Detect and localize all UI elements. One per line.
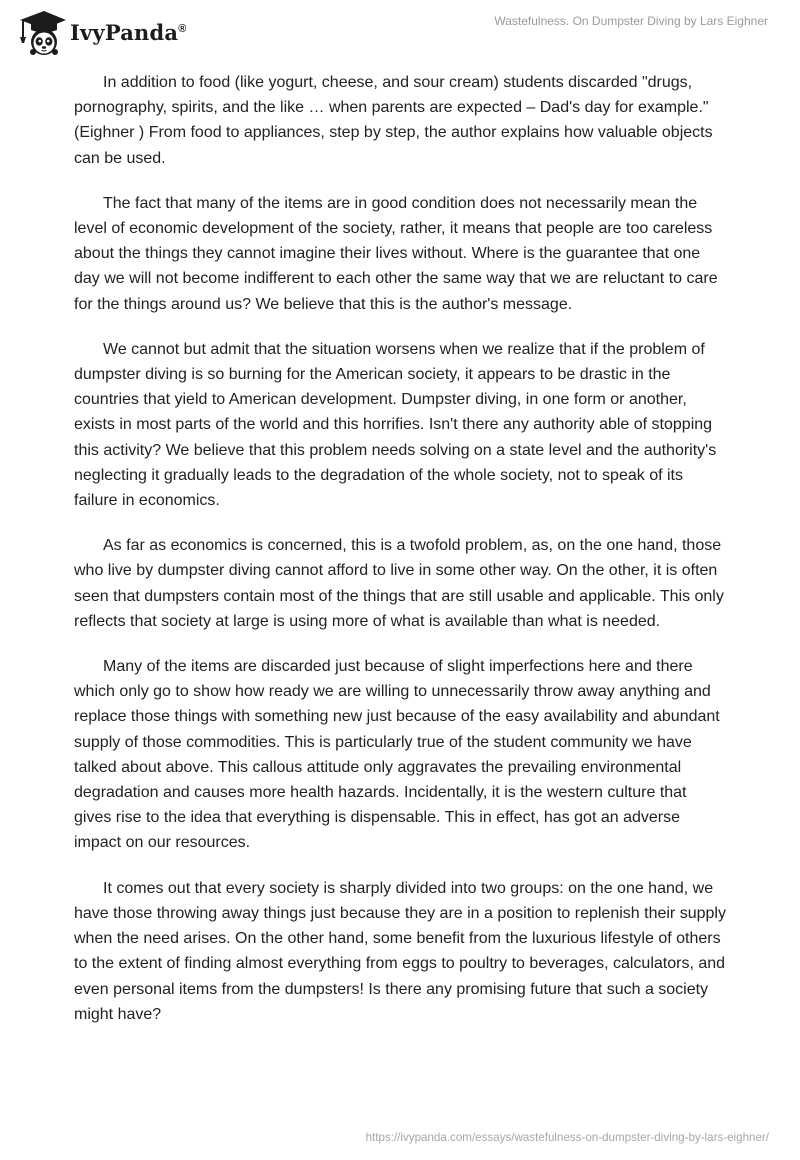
paragraph: As far as economics is concerned, this is a twofold problem, as, on the one hand, those who live by dumpster diving cannot afford to live in some other way. On the other, it is often seen that dumpsters contain most of the things that are still usable and applicable. This only reflects that society at large is using more of what is available than what is needed. — [74, 537, 724, 630]
ivypanda-logo[interactable] — [14, 8, 187, 56]
paragraph: The fact that many of the items are in good condition does not necessarily mean the level of economic development of the society, rather, it means that people are too careless about the things they cannot imagine their lives without. Where is the guarantee that one day we will not become indifferent to each other the same way that we are reluctant to care for the things around us? We believe that this is the author's message. — [74, 194, 718, 313]
brand-name — [70, 20, 187, 45]
panda-graduation-cap-icon — [14, 8, 66, 56]
brand-name-text: IvyPanda — [70, 19, 179, 45]
paragraph: We cannot but admit that the situation worsens when we realize that if the problem of dumpster diving is so burning for the American society, it appears to be drastic in the countries that yield to American development. Dumpster diving, in one form or another, exists in most parts of the world and this horrifies. Isn't there any authority able of stopping this activity? We believe that this problem needs solving on a state level and the authority's neglecting it gradually leads to the degradation of the whole society, not to speak of its failure in economics. — [74, 340, 717, 510]
page-header — [0, 0, 800, 60]
paragraph: It comes out that every society is sharply divided into two groups: on the one hand, we have those throwing away things just because they are in a position to replenish their supply when the need arises. On the other hand, some benefit from the luxurious lifestyle of others to the extent of finding almost everything from eggs to poultry to beverages, calculators, and even personal items from the dumpsters! Is there any promising future that such a society might have? — [74, 879, 726, 1023]
registered-mark: ® — [178, 22, 187, 35]
essay-body — [74, 70, 726, 1047]
paragraph: In addition to food (like yogurt, cheese, and sour cream) students discarded "drugs, pornography, spirits, and the like … when parents are expected – Dad's day for example." (Eighner ) From food to appliances, step by step, the author explains how valuable objects can be used. — [74, 74, 713, 167]
source-url[interactable]: https://ivypanda.com/essays/wastefulness-on-dumpster-diving-by-lars-eighner/ — [365, 1131, 769, 1144]
paragraph: Many of the items are discarded just because of slight imperfections here and there which only go to show how ready we are willing to unnecessarily throw away anything and replace those things with something new just because of the easy availability and abundant supply of those commodities. This is particularly true of the student community we have talked about above. This callous attitude only aggravates the prevailing environmental degradation and causes more health hazards. Incidentally, it is the western culture that gives rise to the idea that everything is dispensable. This in effect, has got an adverse impact on our resources. — [74, 658, 720, 852]
document-title: Wastefulness. On Dumpster Diving by Lars Eighner — [494, 14, 768, 28]
